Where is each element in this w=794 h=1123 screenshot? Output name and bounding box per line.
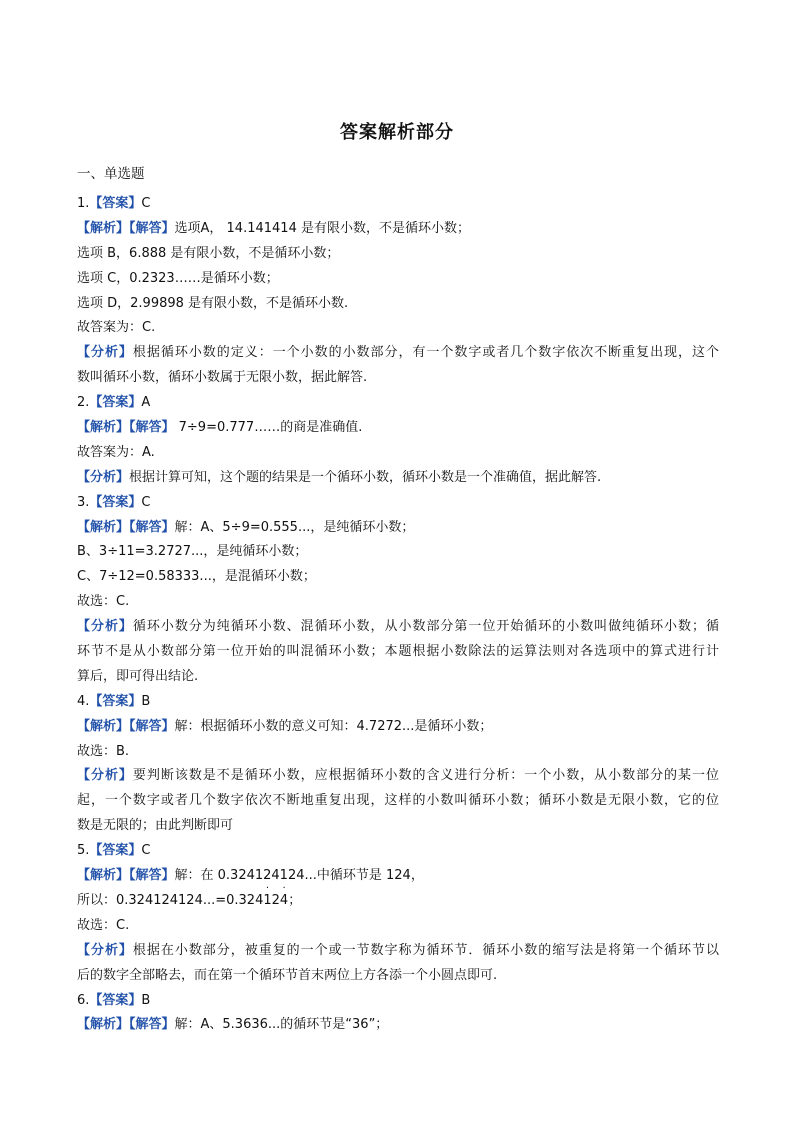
text-line-q5-answer — [77, 839, 719, 864]
text-line-q1-answer — [77, 192, 719, 217]
label-tag: 【答案】 — [89, 196, 142, 211]
text-run: 解：A、5÷9=0.555...，是纯循环小数； — [174, 519, 415, 535]
text-run: 2 — [271, 892, 280, 908]
text-line-q1-d — [77, 292, 719, 317]
repeating-digit: 4 · — [279, 882, 289, 908]
text-line-q3-analysis-2 — [77, 640, 719, 665]
section-heading: 一、单选题 — [77, 166, 145, 182]
repeat-dot-icon: · — [265, 882, 270, 894]
text-run: 选项 C，0.2323……是循环小数； — [77, 270, 279, 286]
label-tag: 【分析】 — [77, 942, 133, 958]
label-tag: 【解析】【解答】 — [77, 1017, 175, 1033]
text-run: ； — [288, 892, 302, 908]
text-run: 3. — [77, 494, 90, 510]
text-line-q1-conclusion — [77, 316, 719, 341]
text-line-q5-so — [77, 882, 719, 914]
text-run: B — [141, 693, 151, 709]
text-line-q3-answer — [77, 491, 719, 516]
text-run: 故选：C. — [77, 594, 130, 610]
text-line-q2-analysis — [77, 466, 719, 491]
text-run: 选项 D，2.99898 是有限小数，不是循环小数. — [77, 295, 349, 311]
label-tag: 【解析】【解答】 — [77, 519, 175, 535]
text-run: 7÷9=0.777……的商是准确值. — [174, 420, 363, 436]
label-tag: 【答案】 — [89, 395, 142, 411]
text-line-q4-jiexi — [77, 715, 719, 740]
text-run: 环节不是从小数部分第一位开始的叫混循环小数；本题根据小数除法的运算法则对各选项中的算式进行计 — [77, 644, 719, 660]
text-line-q4-analysis-1 — [77, 764, 719, 789]
label-tag: 【答案】 — [89, 494, 142, 510]
text-line-q1-b — [77, 242, 719, 267]
page-title: 答案解析部分 — [340, 122, 454, 143]
text-line-q1-jiexi — [77, 217, 719, 242]
text-run: 故答案为：A. — [77, 444, 155, 460]
text-line-q3-analysis-1 — [77, 615, 719, 640]
label-tag: 【分析】 — [77, 619, 133, 635]
text-run: 2. — [77, 395, 90, 411]
label-tag: 【答案】 — [89, 992, 142, 1008]
text-run: C — [141, 494, 151, 510]
text-line-q4-analysis-3 — [77, 814, 719, 839]
text-line-q1-analysis-1 — [77, 341, 719, 366]
text-line-q2-conclusion — [77, 441, 719, 466]
text-line-q5-conclusion — [77, 914, 719, 939]
text-line-q6-answer — [77, 989, 719, 1014]
text-run: 故选：C. — [77, 917, 130, 933]
label-tag: 【分析】 — [77, 345, 133, 361]
text-run: 解：在 0.324124124...中循环节是 124， — [174, 868, 424, 884]
text-run: 选项A， 14.141414 是有限小数，不是循环小数； — [174, 220, 470, 236]
label-tag: 【分析】 — [77, 768, 133, 784]
text-run: 解：根据循环小数的意义可知：4.7272...是循环小数； — [174, 718, 493, 734]
text-line-q2-answer — [77, 391, 719, 416]
text-run: 6. — [77, 992, 90, 1008]
text-run: 根据循环小数的定义：一个小数的小数部分，有一个数字或者几个数字依次不断重复出现，这个 — [132, 345, 719, 361]
text-run: C — [141, 843, 151, 859]
text-line-q1-analysis-2 — [77, 366, 719, 391]
text-run: B、3÷11=3.2727...，是纯循环小数； — [77, 544, 308, 560]
text-run: 4. — [77, 693, 90, 709]
text-run: 要判断该数是不是循环小数，应根据循环小数的含义进行分析：一个小数，从小数部分的某一位 — [132, 768, 719, 784]
answer-body — [77, 192, 719, 1038]
text-line-q5-jiexi — [77, 864, 719, 889]
text-run: 根据计算可知，这个题的结果是一个循环小数，循环小数是一个准确值，据此解答. — [129, 469, 602, 485]
repeat-dot-icon: · — [282, 882, 286, 894]
text-line-q3-conclusion — [77, 590, 719, 615]
text-run: 起，一个数字或者几个数字依次不断地重复出现，这样的小数叫循环小数；循环小数是无限小数，它的位 — [77, 793, 719, 809]
text-run: 根据在小数部分，被重复的一个或一节数字称为循环节．循环小数的缩写法是将第一个循环节以 — [132, 942, 719, 958]
text-run: 5. — [77, 843, 90, 859]
label-tag: 【分析】 — [77, 469, 130, 485]
text-line-q3-b — [77, 540, 719, 565]
text-run: 选项 B，6.888 是有限小数，不是循环小数； — [77, 245, 340, 261]
text-line-q4-analysis-2 — [77, 789, 719, 814]
text-line-q4-conclusion — [77, 740, 719, 765]
text-line-q2-jiexi — [77, 416, 719, 441]
text-run: 数叫循环小数，循环小数属于无限小数，据此解答. — [77, 370, 368, 386]
text-run: 后的数字全部略去，而在第一个循环节首末两位上方各添一个小圆点即可. — [77, 967, 498, 983]
text-line-q3-analysis-3 — [77, 665, 719, 690]
label-tag: 【答案】 — [89, 843, 142, 859]
label-tag: 【解析】【解答】 — [77, 718, 175, 734]
text-run: C — [141, 196, 151, 211]
text-line-q1-c — [77, 267, 719, 292]
text-run: 算后，即可得出结论. — [77, 668, 199, 684]
text-line-q5-analysis-2 — [77, 964, 719, 989]
text-line-q3-jiexi — [77, 516, 719, 541]
text-run: B — [141, 992, 151, 1008]
text-run: 所以：0.324124124...=0.324 — [77, 892, 264, 908]
label-tag: 【解析】【解答】 — [77, 868, 175, 884]
repeating-digit: 1 · — [263, 882, 272, 908]
text-run: 循环小数分为纯循环小数、混循环小数，从小数部分第一位开始循环的小数叫做纯循环小数；循 — [132, 619, 719, 635]
text-line-q6-jiexi — [77, 1013, 719, 1038]
label-tag: 【解析】【解答】 — [77, 420, 175, 436]
text-run: C、7÷12=0.58333...，是混循环小数； — [77, 569, 316, 585]
text-line-q5-analysis-1 — [77, 939, 719, 964]
text-line-q4-answer — [77, 690, 719, 715]
text-line-q3-c — [77, 565, 719, 590]
label-tag: 【答案】 — [89, 693, 142, 709]
text-run: 故选：B. — [77, 743, 130, 759]
text-run: 数是无限的；由此判断即可 — [77, 818, 234, 834]
text-run: 1. — [77, 196, 90, 211]
text-run: A — [141, 395, 151, 411]
label-tag: 【解析】【解答】 — [77, 220, 175, 236]
text-run: 解：A、5.3636...的循环节是“36”； — [174, 1017, 389, 1033]
text-run: 故答案为：C. — [77, 320, 156, 336]
